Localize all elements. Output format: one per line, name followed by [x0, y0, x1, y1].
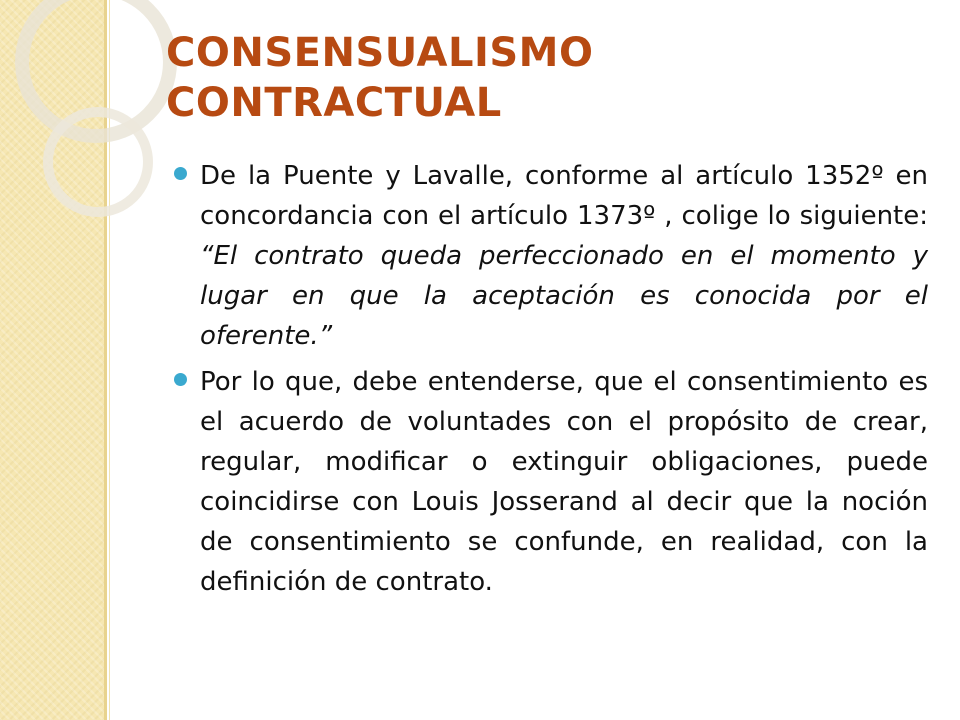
bullet-item-1 — [172, 156, 928, 356]
bullet-2-text: Por lo que, debe entenderse, que el consentimiento es el acuerdo de voluntades con el propósito de crear, regular, modificar o extinguir obligaciones, puede coincidirse con Louis Josserand al decir que la noción de consentimiento se confunde, en realidad, con la definición de contrato. — [200, 367, 928, 597]
bullet-1-quote: “El contrato queda perfeccionado en el momento y lugar en que la aceptación es conocida por el oferente.” — [200, 241, 928, 351]
slide-title — [166, 28, 866, 128]
sidebar-divider — [104, 0, 107, 720]
decorative-sidebar — [0, 0, 104, 720]
bullet-icon — [174, 167, 187, 180]
bullet-1-text: De la Puente y Lavalle, conforme al artículo 1352º en concordancia con el artículo 1373º , colige lo siguiente: — [200, 161, 928, 231]
bullet-item-2 — [172, 362, 928, 602]
bullet-list — [172, 156, 928, 602]
sidebar-divider-thin — [109, 0, 110, 720]
slide-title-line-2: CONTRACTUAL — [166, 80, 502, 126]
bullet-icon — [174, 373, 187, 386]
slide-title-line-1: CONSENSUALISMO — [166, 30, 594, 76]
